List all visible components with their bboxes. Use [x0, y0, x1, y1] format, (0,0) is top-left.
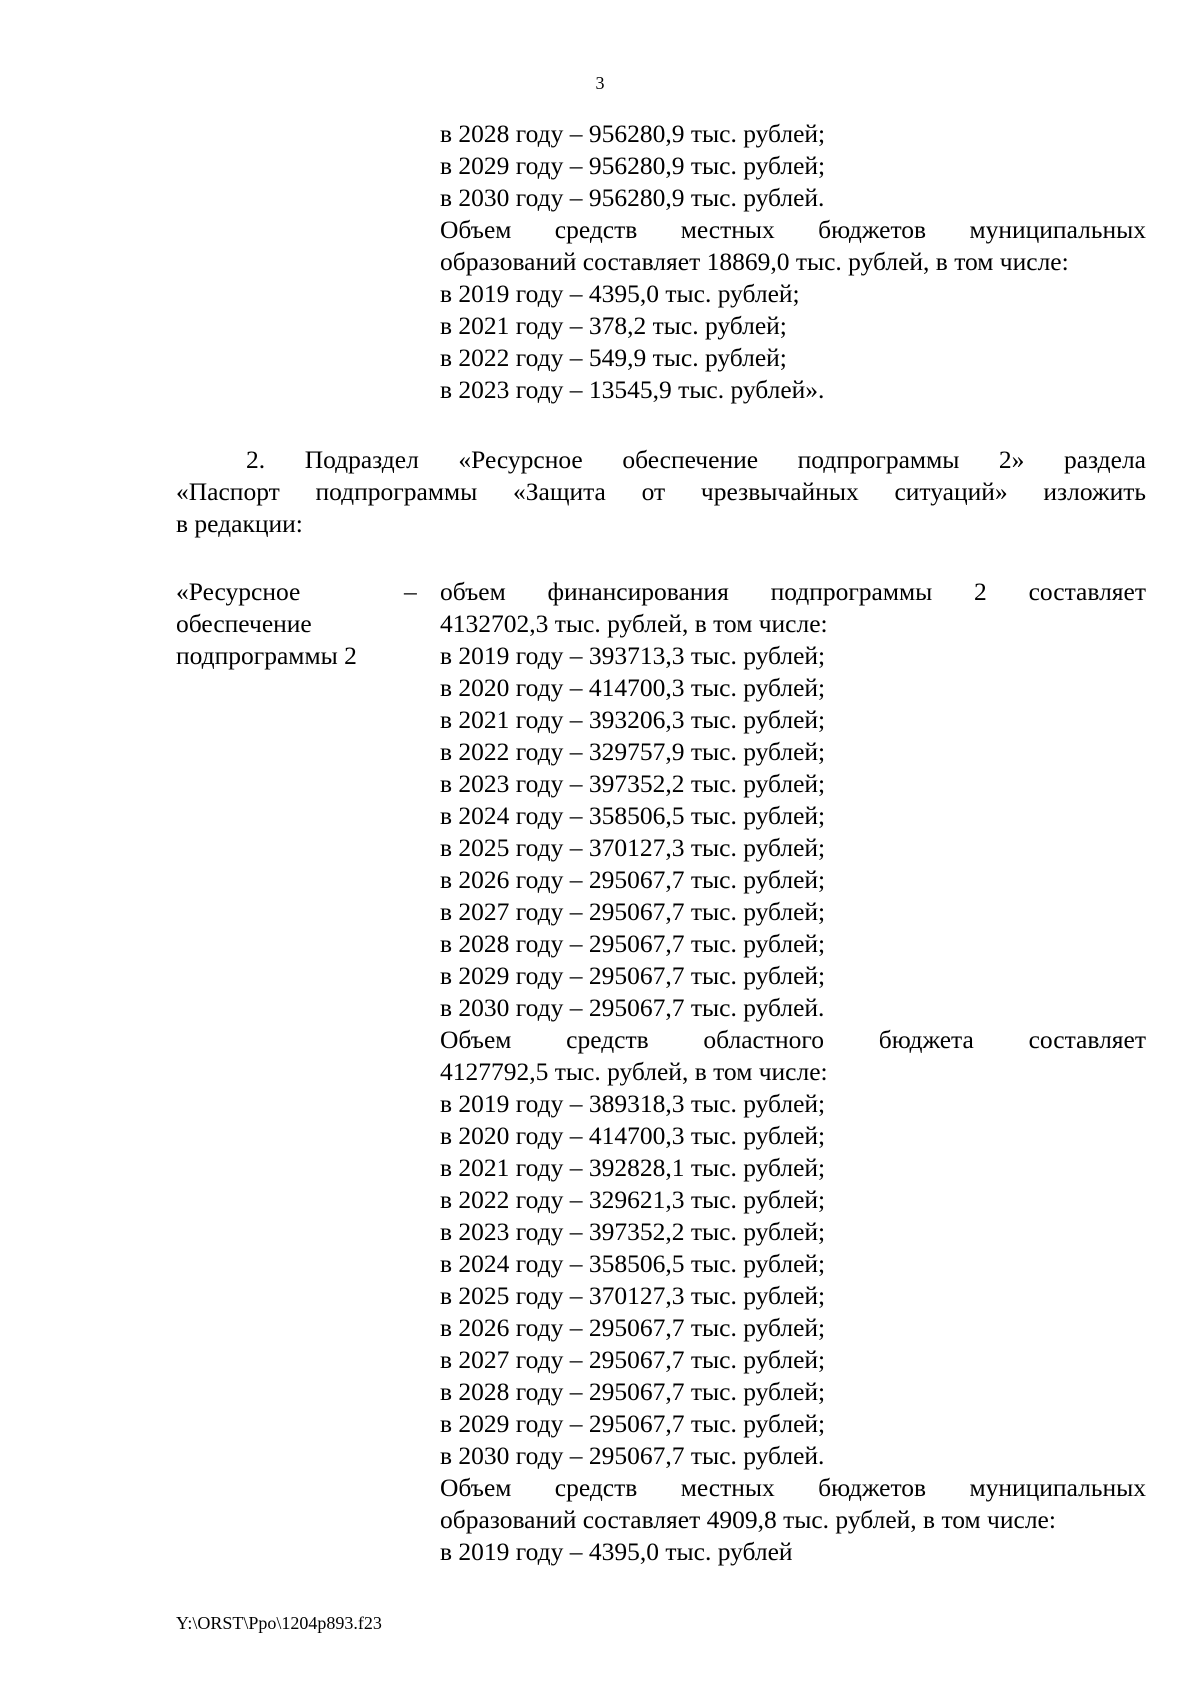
- page-number: 3: [595, 73, 605, 93]
- passport-line: в 2021 году – 392828,1 тыс. рублей;: [440, 1153, 826, 1182]
- text-line: в 2022 году – 549,9 тыс. рублей;: [440, 343, 787, 372]
- text-line: в 2019 году – 4395,0 тыс. рублей;: [440, 279, 800, 308]
- paragraph-line: «Паспорт подпрограммы «Защита от чрезвычайных ситуаций» изложить: [176, 477, 1146, 506]
- passport-line: в 2019 году – 4395,0 тыс. рублей: [440, 1537, 793, 1566]
- passport-line: объем финансирования подпрограммы 2 составляет: [440, 577, 1146, 606]
- passport-label-line: обеспечение: [176, 609, 312, 638]
- passport-line: в 2019 году – 389318,3 тыс. рублей;: [440, 1089, 826, 1118]
- passport-line: в 2030 году – 295067,7 тыс. рублей.: [440, 993, 825, 1022]
- passport-line: в 2028 году – 295067,7 тыс. рублей;: [440, 929, 826, 958]
- passport-line: в 2024 году – 358506,5 тыс. рублей;: [440, 801, 826, 830]
- text-line: в 2023 году – 13545,9 тыс. рублей».: [440, 375, 825, 404]
- passport-line: в 2027 году – 295067,7 тыс. рублей;: [440, 1345, 826, 1374]
- text-line: образований составляет 18869,0 тыс. рублей, в том числе:: [440, 247, 1069, 276]
- passport-line: в 2020 году – 414700,3 тыс. рублей;: [440, 1121, 826, 1150]
- passport-label-line: подпрограммы 2: [176, 641, 357, 670]
- passport-line: в 2019 году – 393713,3 тыс. рублей;: [440, 641, 826, 670]
- passport-line: в 2030 году – 295067,7 тыс. рублей.: [440, 1441, 825, 1470]
- text-line: в 2028 году – 956280,9 тыс. рублей;: [440, 119, 826, 148]
- file-path-footer: Y:\ORST\Ppo\1204p893.f23: [176, 1613, 382, 1633]
- text-line: в 2029 году – 956280,9 тыс. рублей;: [440, 151, 826, 180]
- passport-line: в 2022 году – 329621,3 тыс. рублей;: [440, 1185, 826, 1214]
- paragraph-line: в редакции:: [176, 509, 303, 538]
- passport-line: 4132702,3 тыс. рублей, в том числе:: [440, 609, 828, 638]
- passport-line: в 2025 году – 370127,3 тыс. рублей;: [440, 1281, 826, 1310]
- passport-line: в 2026 году – 295067,7 тыс. рублей;: [440, 1313, 826, 1342]
- passport-line: в 2026 году – 295067,7 тыс. рублей;: [440, 865, 826, 894]
- passport-line: в 2020 году – 414700,3 тыс. рублей;: [440, 673, 826, 702]
- passport-line: в 2023 году – 397352,2 тыс. рублей;: [440, 769, 826, 798]
- passport-line: в 2021 году – 393206,3 тыс. рублей;: [440, 705, 826, 734]
- passport-line: в 2023 году – 397352,2 тыс. рублей;: [440, 1217, 826, 1246]
- passport-label-line: «Ресурсное: [176, 577, 301, 606]
- passport-line: Объем средств областного бюджета составляет: [440, 1025, 1146, 1054]
- text-line: Объем средств местных бюджетов муниципальных: [440, 215, 1146, 244]
- passport-line: в 2022 году – 329757,9 тыс. рублей;: [440, 737, 826, 766]
- passport-line: образований составляет 4909,8 тыс. рублей, в том числе:: [440, 1505, 1056, 1534]
- passport-line: в 2027 году – 295067,7 тыс. рублей;: [440, 897, 826, 926]
- passport-line: в 2024 году – 358506,5 тыс. рублей;: [440, 1249, 826, 1278]
- passport-line: 4127792,5 тыс. рублей, в том числе:: [440, 1057, 828, 1086]
- passport-line: в 2029 году – 295067,7 тыс. рублей;: [440, 1409, 826, 1438]
- passport-line: Объем средств местных бюджетов муниципальных: [440, 1473, 1146, 1502]
- text-line: в 2021 году – 378,2 тыс. рублей;: [440, 311, 787, 340]
- passport-line: в 2028 году – 295067,7 тыс. рублей;: [440, 1377, 826, 1406]
- text-line: в 2030 году – 956280,9 тыс. рублей.: [440, 183, 825, 212]
- paragraph-line: 2. Подраздел «Ресурсное обеспечение подпрограммы 2» раздела: [246, 445, 1146, 474]
- passport-line: в 2029 году – 295067,7 тыс. рублей;: [440, 961, 826, 990]
- passport-line: в 2025 году – 370127,3 тыс. рублей;: [440, 833, 826, 862]
- passport-dash: –: [404, 577, 417, 606]
